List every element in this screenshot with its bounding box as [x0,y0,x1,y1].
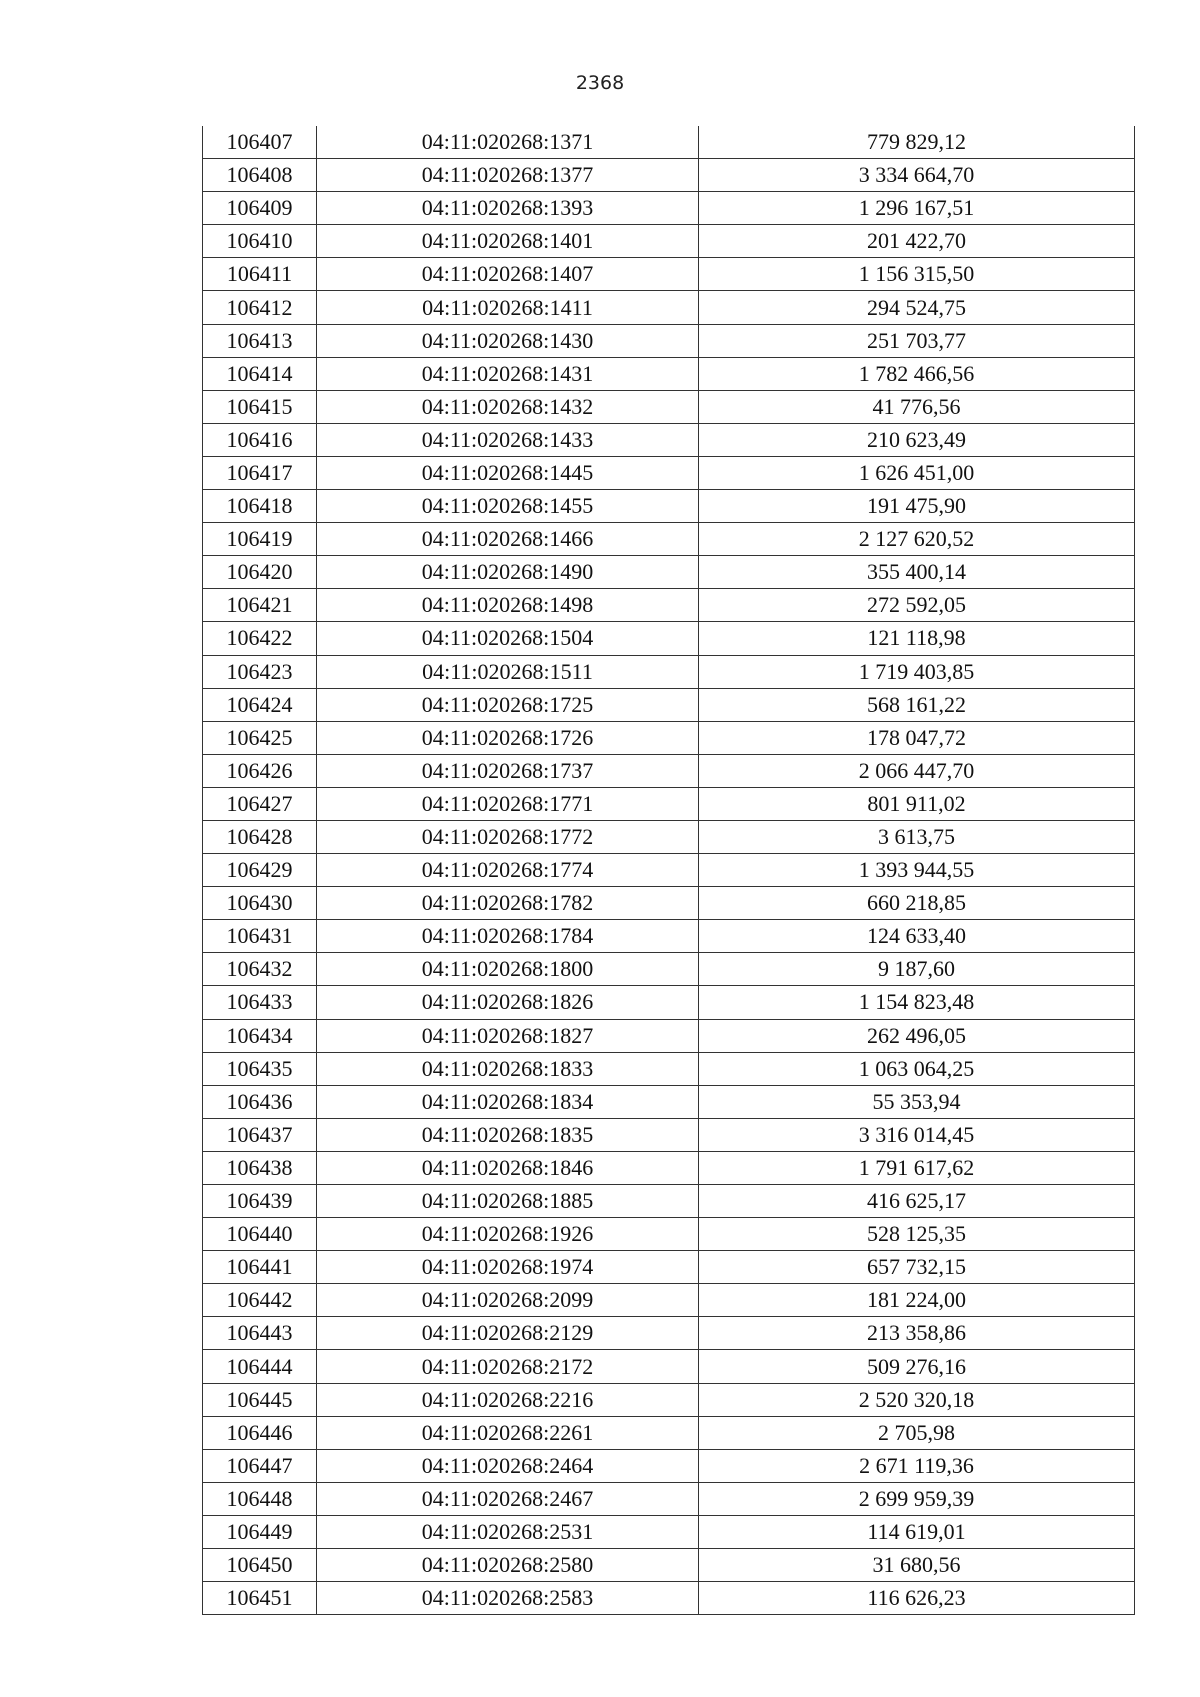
cadastral-number-cell: 04:11:020268:2172 [317,1350,699,1383]
table-row [203,1284,1135,1317]
table-row [203,456,1135,489]
cadastral-number-cell: 04:11:020268:1432 [317,390,699,423]
cadastral-value-cell: 2 705,98 [699,1416,1135,1449]
row-number-cell: 106418 [203,490,317,523]
cadastral-value-cell: 1 154 823,48 [699,986,1135,1019]
table-row [203,1515,1135,1548]
row-number-cell: 106407 [203,126,317,159]
cadastral-value-cell: 2 699 959,39 [699,1482,1135,1515]
cadastral-number-cell: 04:11:020268:1846 [317,1151,699,1184]
row-number-cell: 106445 [203,1383,317,1416]
page-number: 2368 [575,72,625,94]
row-number-cell: 106432 [203,953,317,986]
cadastral-number-cell: 04:11:020268:1431 [317,357,699,390]
row-number-cell: 106415 [203,390,317,423]
table-row [203,1582,1135,1615]
row-number-cell: 106431 [203,920,317,953]
row-number-cell: 106447 [203,1449,317,1482]
row-number-cell: 106444 [203,1350,317,1383]
cadastral-value-cell: 2 066 447,70 [699,754,1135,787]
row-number-cell: 106443 [203,1317,317,1350]
cadastral-value-cell: 2 520 320,18 [699,1383,1135,1416]
table-row [203,787,1135,820]
table-row [203,390,1135,423]
cadastral-value-cell: 213 358,86 [699,1317,1135,1350]
table-row [203,1317,1135,1350]
cadastral-value-cell: 2 671 119,36 [699,1449,1135,1482]
cadastral-number-cell: 04:11:020268:1393 [317,192,699,225]
cadastral-number-cell: 04:11:020268:1737 [317,754,699,787]
cadastral-value-cell: 1 626 451,00 [699,456,1135,489]
table-row [203,887,1135,920]
cadastral-value-cell: 1 296 167,51 [699,192,1135,225]
cadastral-value-cell: 272 592,05 [699,589,1135,622]
row-number-cell: 106430 [203,887,317,920]
row-number-cell: 106429 [203,854,317,887]
cadastral-value-cell: 1 156 315,50 [699,258,1135,291]
cadastral-number-cell: 04:11:020268:1826 [317,986,699,1019]
row-number-cell: 106422 [203,622,317,655]
row-number-cell: 106414 [203,357,317,390]
cadastral-value-table [202,126,1135,1615]
cadastral-number-cell: 04:11:020268:1885 [317,1185,699,1218]
cadastral-value-cell: 9 187,60 [699,953,1135,986]
cadastral-value-cell: 1 719 403,85 [699,655,1135,688]
row-number-cell: 106442 [203,1284,317,1317]
table-row [203,589,1135,622]
cadastral-number-cell: 04:11:020268:1377 [317,159,699,192]
table-row [203,1151,1135,1184]
row-number-cell: 106416 [203,423,317,456]
table-row [203,1251,1135,1284]
row-number-cell: 106433 [203,986,317,1019]
cadastral-number-cell: 04:11:020268:1445 [317,456,699,489]
cadastral-value-cell: 2 127 620,52 [699,523,1135,556]
cadastral-number-cell: 04:11:020268:1834 [317,1085,699,1118]
cadastral-number-cell: 04:11:020268:1784 [317,920,699,953]
table-row [203,291,1135,324]
row-number-cell: 106413 [203,324,317,357]
table-row [203,820,1135,853]
cadastral-value-cell: 178 047,72 [699,721,1135,754]
row-number-cell: 106439 [203,1185,317,1218]
row-number-cell: 106450 [203,1549,317,1582]
row-number-cell: 106411 [203,258,317,291]
row-number-cell: 106420 [203,556,317,589]
table-body [203,126,1135,1615]
row-number-cell: 106424 [203,688,317,721]
cadastral-value-cell: 801 911,02 [699,787,1135,820]
table-row [203,192,1135,225]
cadastral-number-cell: 04:11:020268:2099 [317,1284,699,1317]
cadastral-number-cell: 04:11:020268:2467 [317,1482,699,1515]
row-number-cell: 106427 [203,787,317,820]
cadastral-number-cell: 04:11:020268:2531 [317,1515,699,1548]
cadastral-value-cell: 1 063 064,25 [699,1052,1135,1085]
cadastral-value-cell: 568 161,22 [699,688,1135,721]
cadastral-value-cell: 55 353,94 [699,1085,1135,1118]
table-row [203,423,1135,456]
cadastral-number-cell: 04:11:020268:1782 [317,887,699,920]
row-number-cell: 106440 [203,1218,317,1251]
row-number-cell: 106409 [203,192,317,225]
cadastral-number-cell: 04:11:020268:2216 [317,1383,699,1416]
cadastral-value-cell: 191 475,90 [699,490,1135,523]
cadastral-number-cell: 04:11:020268:2580 [317,1549,699,1582]
cadastral-value-cell: 1 791 617,62 [699,1151,1135,1184]
cadastral-value-cell: 262 496,05 [699,1019,1135,1052]
cadastral-number-cell: 04:11:020268:2261 [317,1416,699,1449]
cadastral-value-cell: 210 623,49 [699,423,1135,456]
row-number-cell: 106435 [203,1052,317,1085]
cadastral-number-cell: 04:11:020268:1833 [317,1052,699,1085]
cadastral-number-cell: 04:11:020268:1430 [317,324,699,357]
table-row [203,854,1135,887]
cadastral-number-cell: 04:11:020268:1411 [317,291,699,324]
row-number-cell: 106449 [203,1515,317,1548]
cadastral-value-cell: 114 619,01 [699,1515,1135,1548]
table-row [203,754,1135,787]
table-row [203,721,1135,754]
cadastral-value-cell: 416 625,17 [699,1185,1135,1218]
cadastral-number-cell: 04:11:020268:1774 [317,854,699,887]
cadastral-value-cell: 779 829,12 [699,126,1135,159]
cadastral-number-cell: 04:11:020268:1490 [317,556,699,589]
row-number-cell: 106434 [203,1019,317,1052]
table-row [203,986,1135,1019]
table-row [203,1549,1135,1582]
cadastral-value-cell: 31 680,56 [699,1549,1135,1582]
row-number-cell: 106451 [203,1582,317,1615]
cadastral-number-cell: 04:11:020268:2464 [317,1449,699,1482]
table-row [203,1085,1135,1118]
table-row [203,523,1135,556]
cadastral-value-cell: 3 613,75 [699,820,1135,853]
row-number-cell: 106446 [203,1416,317,1449]
table-row [203,556,1135,589]
table-row [203,126,1135,159]
table-row [203,1416,1135,1449]
table-row [203,1383,1135,1416]
cadastral-value-cell: 41 776,56 [699,390,1135,423]
row-number-cell: 106436 [203,1085,317,1118]
cadastral-value-cell: 181 224,00 [699,1284,1135,1317]
row-number-cell: 106428 [203,820,317,853]
row-number-cell: 106423 [203,655,317,688]
cadastral-number-cell: 04:11:020268:1407 [317,258,699,291]
cadastral-value-cell: 251 703,77 [699,324,1135,357]
cadastral-number-cell: 04:11:020268:1466 [317,523,699,556]
table-row [203,490,1135,523]
table-row [203,225,1135,258]
cadastral-number-cell: 04:11:020268:1401 [317,225,699,258]
cadastral-number-cell: 04:11:020268:1800 [317,953,699,986]
cadastral-number-cell: 04:11:020268:1827 [317,1019,699,1052]
cadastral-number-cell: 04:11:020268:1725 [317,688,699,721]
table-row [203,688,1135,721]
cadastral-number-cell: 04:11:020268:1974 [317,1251,699,1284]
table-row [203,1482,1135,1515]
row-number-cell: 106421 [203,589,317,622]
cadastral-number-cell: 04:11:020268:1371 [317,126,699,159]
cadastral-number-cell: 04:11:020268:1504 [317,622,699,655]
cadastral-number-cell: 04:11:020268:1511 [317,655,699,688]
row-number-cell: 106410 [203,225,317,258]
row-number-cell: 106437 [203,1118,317,1151]
cadastral-value-cell: 1 782 466,56 [699,357,1135,390]
table-row [203,622,1135,655]
cadastral-value-cell: 660 218,85 [699,887,1135,920]
cadastral-number-cell: 04:11:020268:1771 [317,787,699,820]
row-number-cell: 106438 [203,1151,317,1184]
table-row [203,1118,1135,1151]
table-row [203,357,1135,390]
row-number-cell: 106408 [203,159,317,192]
cadastral-number-cell: 04:11:020268:1433 [317,423,699,456]
cadastral-value-cell: 116 626,23 [699,1582,1135,1615]
row-number-cell: 106419 [203,523,317,556]
cadastral-value-cell: 355 400,14 [699,556,1135,589]
cadastral-value-cell: 528 125,35 [699,1218,1135,1251]
cadastral-value-cell: 509 276,16 [699,1350,1135,1383]
row-number-cell: 106425 [203,721,317,754]
table-row [203,258,1135,291]
table-row [203,953,1135,986]
row-number-cell: 106426 [203,754,317,787]
cadastral-value-cell: 201 422,70 [699,225,1135,258]
table-row [203,1449,1135,1482]
table-row [203,1185,1135,1218]
cadastral-value-cell: 124 633,40 [699,920,1135,953]
table-row [203,1052,1135,1085]
cadastral-number-cell: 04:11:020268:2129 [317,1317,699,1350]
table-row [203,324,1135,357]
cadastral-value-cell: 1 393 944,55 [699,854,1135,887]
table-row [203,655,1135,688]
table-row [203,159,1135,192]
cadastral-number-cell: 04:11:020268:1926 [317,1218,699,1251]
cadastral-value-cell: 657 732,15 [699,1251,1135,1284]
cadastral-number-cell: 04:11:020268:1835 [317,1118,699,1151]
row-number-cell: 106448 [203,1482,317,1515]
cadastral-value-cell: 294 524,75 [699,291,1135,324]
cadastral-number-cell: 04:11:020268:1772 [317,820,699,853]
row-number-cell: 106441 [203,1251,317,1284]
table-row [203,920,1135,953]
row-number-cell: 106412 [203,291,317,324]
cadastral-number-cell: 04:11:020268:1455 [317,490,699,523]
cadastral-value-cell: 3 334 664,70 [699,159,1135,192]
table-row [203,1350,1135,1383]
table-row [203,1019,1135,1052]
cadastral-value-cell: 121 118,98 [699,622,1135,655]
cadastral-number-cell: 04:11:020268:1726 [317,721,699,754]
cadastral-number-cell: 04:11:020268:1498 [317,589,699,622]
row-number-cell: 106417 [203,456,317,489]
cadastral-number-cell: 04:11:020268:2583 [317,1582,699,1615]
table-row [203,1218,1135,1251]
cadastral-value-cell: 3 316 014,45 [699,1118,1135,1151]
